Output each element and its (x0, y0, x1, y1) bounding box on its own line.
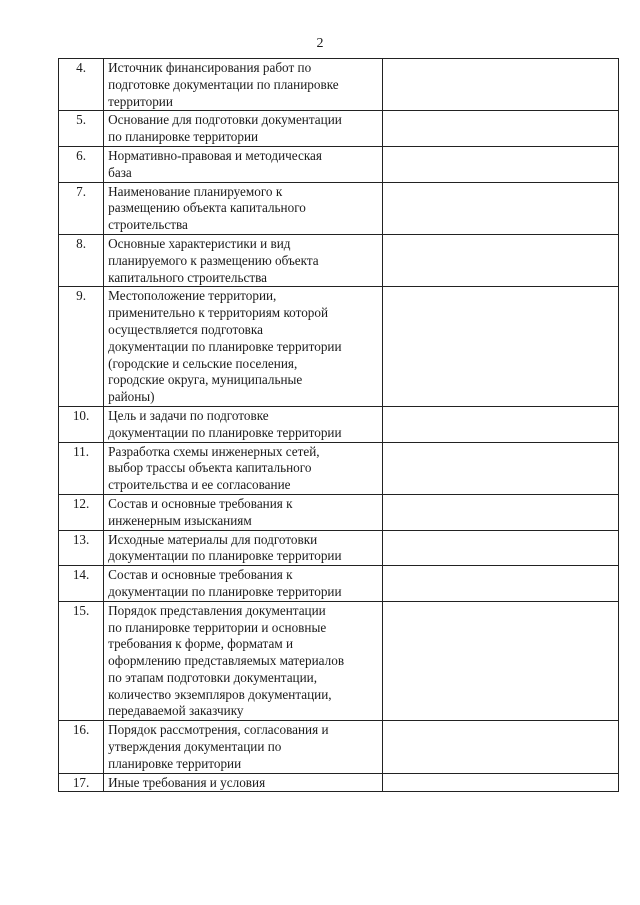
table-row (59, 111, 619, 147)
row-value-cell[interactable] (383, 494, 619, 530)
row-value-cell[interactable] (383, 601, 619, 721)
row-value-cell[interactable] (383, 287, 619, 407)
row-label: Цель и задачи по подготовке документации по планировке территории (108, 407, 342, 440)
row-value-cell[interactable] (383, 721, 619, 773)
row-value-cell[interactable] (383, 111, 619, 147)
table-row (59, 406, 619, 442)
row-value-cell[interactable] (383, 773, 619, 792)
table-row (59, 442, 619, 494)
row-value-cell[interactable] (383, 146, 619, 182)
row-value-cell[interactable] (383, 566, 619, 602)
row-label-cell (104, 287, 383, 407)
row-label: Наименование планируемого к размещению объекта капитального строительства (108, 183, 306, 233)
row-label-cell (104, 182, 383, 234)
table-row (59, 494, 619, 530)
row-label: Основные характеристики и вид планируемого к размещению объекта капитального строительства (108, 235, 319, 285)
table-row (59, 234, 619, 286)
row-label-cell (104, 494, 383, 530)
row-label: Основание для подготовки документации по планировке территории (108, 112, 342, 145)
row-label-cell (104, 601, 383, 721)
row-value-cell[interactable] (383, 59, 619, 111)
row-label-cell (104, 530, 383, 566)
specification-table-body (59, 59, 619, 792)
row-label: Источник финансирования работ по подготовке документации по планировке территории (108, 60, 339, 109)
table-row (59, 566, 619, 602)
table-row (59, 721, 619, 773)
row-number: 4. (59, 59, 104, 111)
table-row (59, 287, 619, 407)
row-number: 14. (59, 566, 104, 602)
row-label-cell (104, 111, 383, 147)
page-number: 2 (316, 36, 324, 51)
table-row (59, 59, 619, 111)
row-number: 8. (59, 234, 104, 286)
row-label: Порядок рассмотрения, согласования и утверждения документации по планировке территории (108, 722, 329, 771)
row-value-cell[interactable] (383, 234, 619, 286)
row-label-cell (104, 442, 383, 494)
table-row (59, 182, 619, 234)
row-number: 9. (59, 287, 104, 407)
row-number: 16. (59, 721, 104, 773)
row-label-cell (104, 59, 383, 111)
row-number: 11. (59, 442, 104, 494)
row-label-cell (104, 234, 383, 286)
row-value-cell[interactable] (383, 442, 619, 494)
row-label-cell (104, 406, 383, 442)
row-label: Исходные материалы для подготовки документации по планировке территории (108, 531, 342, 564)
row-value-cell[interactable] (383, 406, 619, 442)
row-label-cell (104, 773, 383, 792)
table-row (59, 773, 619, 792)
row-number: 15. (59, 601, 104, 721)
row-value-cell[interactable] (383, 182, 619, 234)
row-number: 7. (59, 182, 104, 234)
table-row (59, 530, 619, 566)
row-label: Нормативно-правовая и методическая база (108, 147, 322, 180)
row-number: 10. (59, 406, 104, 442)
specification-table (58, 58, 619, 792)
row-value-cell[interactable] (383, 530, 619, 566)
row-number: 12. (59, 494, 104, 530)
row-number: 6. (59, 146, 104, 182)
row-label: Порядок представления документации по планировке территории и основные требования к форме, форматам и оформлению представляемых материалов по этапам подготовки документации, количество экземпляров документации, передаваемой заказчику (108, 602, 345, 719)
row-label: Местоположение территории, применительно к территориям которой осуществляется подготовка документации по планировке территории (городские и сельские поселения, городские округа, муниципальные районы) (108, 288, 342, 405)
row-label: Состав и основные требования к инженерным изысканиям (108, 495, 293, 528)
row-label-cell (104, 721, 383, 773)
row-number: 13. (59, 530, 104, 566)
row-label-cell (104, 146, 383, 182)
row-label-cell (104, 566, 383, 602)
row-label: Иные требования и условия (108, 774, 266, 790)
row-number: 17. (59, 773, 104, 792)
row-number: 5. (59, 111, 104, 147)
row-label: Разработка схемы инженерных сетей, выбор трассы объекта капитального строительства и ее согласование (108, 443, 320, 493)
table-row (59, 146, 619, 182)
table-row (59, 601, 619, 721)
row-label: Состав и основные требования к документации по планировке территории (108, 567, 342, 599)
